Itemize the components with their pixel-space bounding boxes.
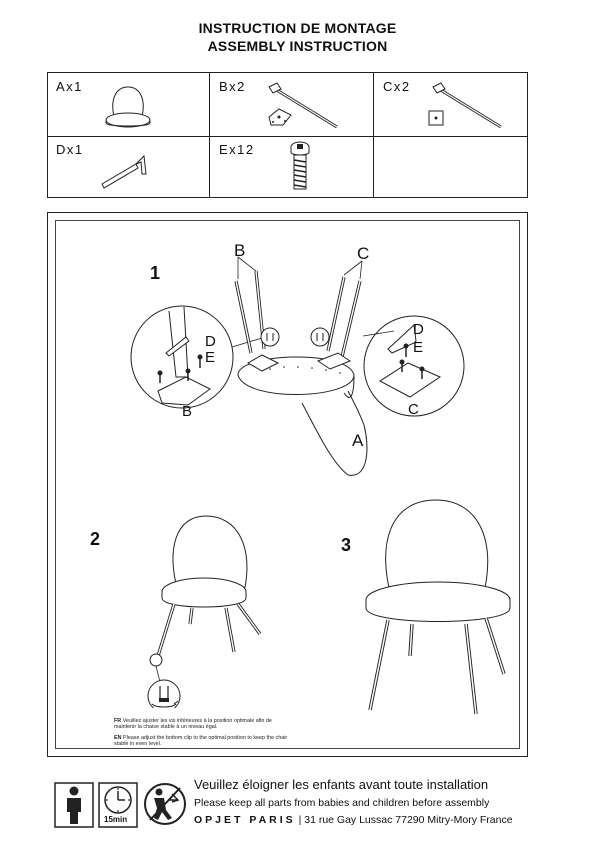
- callout-c-circle: C: [408, 401, 419, 418]
- part-cell-empty: [373, 136, 529, 199]
- step-3-number: 3: [341, 535, 352, 555]
- screw-icon: [285, 140, 315, 196]
- step-1-number: 1: [150, 263, 161, 283]
- part-cell-b: [209, 73, 373, 136]
- part-cell-a: [48, 73, 209, 136]
- note-en-tag: EN: [114, 735, 122, 741]
- callout-b-top: B: [234, 241, 246, 260]
- footer-warning-fr: Veuillez éloigner les enfants avant toute installation: [194, 777, 489, 792]
- leg-with-plate-icon: [259, 75, 369, 135]
- step-3-chair-illustration: [348, 488, 528, 718]
- step-2-chair-illustration: [98, 508, 298, 708]
- step-2-number: 2: [90, 529, 101, 549]
- callout-b-circle: B: [182, 403, 193, 420]
- step-1-illustration: [48, 213, 529, 513]
- callout-c-top: C: [357, 244, 370, 263]
- callout-e-left: E: [205, 349, 216, 366]
- allen-key-icon: [98, 144, 168, 194]
- footer-warning-en: Please keep all parts from babies and children before assembly: [194, 797, 490, 809]
- seat-icon: [98, 79, 158, 135]
- step-2-note-fr: [114, 718, 294, 731]
- note-en-text: Please adjust the bottom clip to the optimal position to keep the chair stable in even level.: [114, 735, 288, 748]
- assembly-panel: [47, 212, 528, 757]
- brand-address: | 31 rue Gay Lussac 77290 Mitry-Mory France: [298, 814, 513, 826]
- part-label-a: Ax1: [56, 79, 83, 94]
- callout-d-right: D: [413, 321, 424, 338]
- callout-a-seat: A: [352, 431, 364, 450]
- keep-children-away-icon: [142, 780, 188, 828]
- callout-e-right: E: [413, 339, 424, 356]
- part-cell-c: [373, 73, 529, 136]
- time-badge: 15min: [104, 815, 128, 824]
- part-label-b: Bx2: [219, 79, 246, 94]
- callout-d-left: D: [205, 333, 216, 350]
- part-label-d: Dx1: [56, 142, 84, 157]
- part-cell-e: [209, 136, 373, 199]
- part-cell-d: [48, 136, 209, 199]
- leg-with-plate-icon: [421, 75, 531, 135]
- one-person-icon: [54, 782, 94, 828]
- part-label-c: Cx2: [383, 79, 411, 94]
- title-french: INSTRUCTION DE MONTAGE: [198, 20, 397, 36]
- footer-brand-line: [194, 814, 513, 826]
- title-english: ASSEMBLY INSTRUCTION: [207, 38, 388, 54]
- note-fr-text: Veuillez ajuster les vis inférieures à la position optimale afin de maintenir la chaise stable à un niveau égal.: [114, 718, 272, 731]
- brand-name: OPJET PARIS: [194, 814, 296, 826]
- part-label-e: Ex12: [219, 142, 255, 157]
- step-2-note-en: [114, 735, 294, 748]
- note-fr-tag: FR: [114, 718, 122, 724]
- parts-table: [47, 72, 528, 198]
